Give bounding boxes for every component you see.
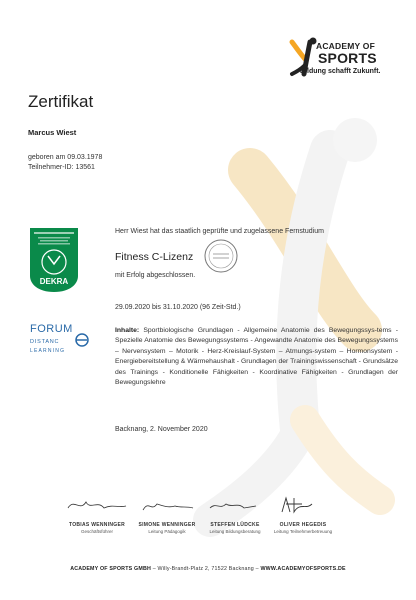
signature-oliver-hegedis (268, 494, 338, 516)
logo-tagline: Bildung schafft Zukunft. (300, 68, 381, 75)
forum-logo-line2: DISTANC (30, 339, 60, 345)
signer-name: STEFFEN LÜDCKE (210, 522, 260, 528)
course-period: 29.09.2020 bis 31.10.2020 (96 Zeit-Std.) (115, 304, 241, 311)
logo-text-sports: SPORTS (318, 50, 377, 66)
place-date: Backnang, 2. November 2020 (115, 426, 208, 433)
signer-role: Leitung Bildungsberatung (209, 529, 261, 534)
signer-role: Leitung Teilnehmerbetreuung (273, 529, 333, 534)
footer (0, 566, 416, 572)
signer-1 (60, 522, 134, 534)
footer-website[interactable]: WWW.ACADEMYOFSPORTS.DE (260, 566, 346, 572)
signer-name: TOBIAS WENNINGER (68, 522, 126, 528)
forum-logo-line3: LEARNING (30, 348, 66, 354)
page-title: Zertifikat (28, 92, 94, 111)
signature-simone-wenninger (135, 494, 205, 516)
completion-text: mit Erfolg abgeschlossen. (115, 272, 196, 279)
signature-steffen-luedcke (200, 494, 270, 516)
forum-distance-learning-logo (30, 322, 94, 358)
participant-id: Teilnehmer-ID: 13561 (28, 164, 95, 171)
contents-label: Inhalte: (115, 327, 140, 334)
course-title: Fitness C-Lizenz (115, 251, 194, 263)
signer-role: Geschäftsführer (80, 529, 113, 534)
forum-logo-line1: FORUM (30, 323, 73, 335)
signer-4 (266, 522, 340, 534)
recipient-name: Marcus Wiest (28, 128, 77, 137)
logo-text-academy: ACADEMY OF (316, 41, 375, 51)
signer-role: Leitung Pädagogik (148, 529, 186, 534)
signer-2 (130, 522, 204, 534)
signer-3 (198, 522, 272, 534)
contents-text: Sportbiologische Grundlagen - Allgemeine Anatomie des Bewegungssys-tems - Spezielle Anatomie des Bewegungssystems - Angewandte Anatomie des Bewegungssystems – Nervensystem – Motorik - Herz-Kreislauf-System – Atmungs-system – Hormonsystem - Energiebereitstellung & Wärmehaushalt - Grundlagen der Trainingswissenschaft - Grundsätze des Trainings - Konditionelle Fähigkeiten - Koordinative Fähigkeiten - Grundlagen der Bewegungslehre (115, 327, 399, 387)
signer-name: SIMONE WENNINGER (138, 522, 196, 528)
course-contents (115, 326, 398, 388)
dekra-label: DEKRA (39, 277, 69, 286)
recipient-birthdate: geboren am 09.03.1978 (28, 154, 103, 161)
signer-name: OLIVER HEGEDIS (279, 522, 327, 528)
footer-address: – Willy-Brandt-Platz 2, 71522 Backnang – (151, 566, 261, 572)
zfu-seal-icon (203, 238, 239, 274)
signature-tobias-wenninger (62, 494, 132, 516)
certificate-intro: Herr Wiest hat das staatlich geprüfte und zugelassene Fernstudium (115, 228, 324, 235)
footer-company: ACADEMY OF SPORTS GMBH (70, 566, 152, 572)
dekra-seal-icon (30, 228, 78, 292)
